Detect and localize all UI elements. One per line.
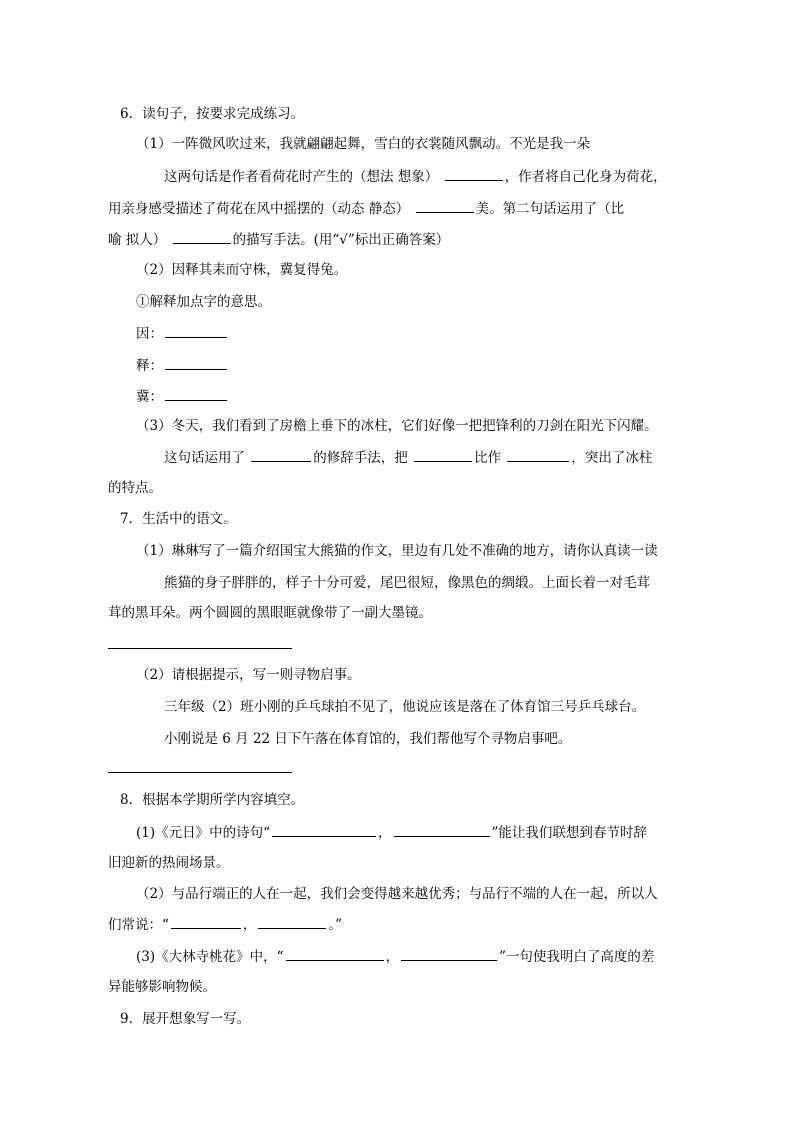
- text: 比作: [474, 450, 502, 466]
- q7-part1-passage-line2: 茸的黑耳朵。两个圆圆的黑眼眶就像带了一副大墨镜。: [108, 605, 432, 621]
- text: 这两句话是作者看荷花时产生的（想法 想象）: [164, 169, 439, 185]
- label: 因：: [136, 326, 163, 342]
- q9-heading: 9．展开想象写一写。: [120, 1011, 251, 1027]
- answer-blank[interactable]: [165, 386, 227, 401]
- text: 这句话运用了: [164, 450, 245, 466]
- text: 喻 拟人）: [108, 232, 167, 248]
- answer-blank[interactable]: [445, 166, 503, 181]
- label: 冀：: [136, 389, 163, 405]
- q6-heading: 6．读句子，按要求完成练习。: [120, 106, 305, 122]
- answer-blank[interactable]: [414, 447, 472, 462]
- answer-line[interactable]: [108, 772, 292, 773]
- answer-blank[interactable]: [286, 946, 384, 961]
- q6-part3-question-line2: 的特点。: [108, 480, 162, 496]
- q7-part2-prompt-line2: 小刚说是 6 月 22 日下午落在体育馆的，我们帮他写个寻物启事吧。: [164, 731, 572, 747]
- answer-blank[interactable]: [165, 323, 227, 338]
- q7-part1-instruction: （1）琳琳写了一篇介绍国宝大熊猫的作文，里边有几处不准确的地方，请你认真读一读: [136, 543, 658, 559]
- q7-heading: 7．生活中的语文。: [120, 511, 237, 527]
- text: ”一句使我明白了高度的差: [499, 949, 655, 965]
- q8-part1-line2: 旧迎新的热闹场景。: [108, 855, 230, 871]
- text: ”能让我们联想到春节时辞: [491, 825, 647, 841]
- q6-part3-question-line1: [164, 447, 652, 468]
- q6-part2-ji: [136, 386, 229, 407]
- q8-part2-line2: [108, 914, 342, 935]
- q8-heading: 8．根据本学期所学内容填空。: [120, 792, 305, 808]
- text: 的描写手法。(用“√”标出正确答案）: [232, 232, 450, 248]
- text: ，作者将自己化身为荷花，: [504, 169, 667, 185]
- q8-part3-line1: [136, 946, 654, 967]
- text: 。”: [328, 917, 343, 933]
- q6-part2-subquestion: ①解释加点字的意思。: [136, 294, 271, 310]
- text: ，: [378, 825, 392, 841]
- q6-part1-question-line3: [108, 229, 449, 250]
- q6-part2-yin: [136, 323, 229, 344]
- q8-part2-line1: （2）与品行端正的人在一起，我们会变得越来越优秀；与品行不端的人在一起，所以人: [136, 886, 658, 902]
- answer-blank[interactable]: [171, 914, 241, 929]
- q6-part1-question-line1: [164, 166, 667, 187]
- answer-blank[interactable]: [507, 447, 569, 462]
- text: ，突出了冰柱: [571, 450, 653, 466]
- q7-part2-instruction: （2）请根据提示，写一则寻物启事。: [136, 667, 361, 683]
- q6-part1-question-line2: [108, 198, 624, 219]
- answer-blank[interactable]: [416, 198, 474, 213]
- q6-part3-sentence: （3）冬天，我们看到了房檐上垂下的冰柱，它们好像一把把锋利的刀剑在阳光下闪耀。: [136, 418, 658, 434]
- q8-part3-line2: 异能够影响物候。: [108, 979, 216, 995]
- text: ，: [242, 917, 257, 933]
- text: (1)《元日》中的诗句“: [136, 825, 271, 841]
- text: (3)《大林寺桃花》中，“: [136, 949, 284, 965]
- text: ，: [385, 949, 400, 965]
- answer-blank[interactable]: [173, 229, 231, 244]
- q7-part1-passage-line1: 熊猫的身子胖胖的，样子十分可爱，尾巴很短，像黑色的绸缎。上面长着一对毛茸: [164, 575, 650, 591]
- text: 美。第二句话运用了（比: [475, 201, 625, 217]
- answer-blank[interactable]: [251, 447, 311, 462]
- label: 释：: [136, 358, 163, 374]
- answer-blank[interactable]: [272, 822, 376, 837]
- text: 的修辞手法，把: [313, 450, 408, 466]
- q7-part2-prompt-line1: 三年级（2）班小刚的乒乓球拍不见了，他说应该是落在了体育馆三号乒乓球台。: [164, 699, 646, 715]
- answer-blank[interactable]: [165, 355, 227, 370]
- q8-part1-line1: [136, 822, 647, 843]
- text: 用亲身感受描述了荷花在风中摇摆的（动态 静态）: [108, 201, 410, 217]
- answer-blank[interactable]: [401, 946, 497, 961]
- answer-blank[interactable]: [394, 822, 490, 837]
- q6-part2-shi: [136, 355, 229, 376]
- text: 们常说：“: [108, 917, 169, 933]
- answer-line[interactable]: [108, 648, 292, 649]
- q6-part1-sentence: （1）一阵微风吹过来，我就翩翩起舞，雪白的衣裳随风飘动。不光是我一朵: [136, 136, 591, 152]
- q6-part2-sentence: （2）因释其耒而守株，冀复得兔。: [136, 262, 348, 278]
- answer-blank[interactable]: [258, 914, 326, 929]
